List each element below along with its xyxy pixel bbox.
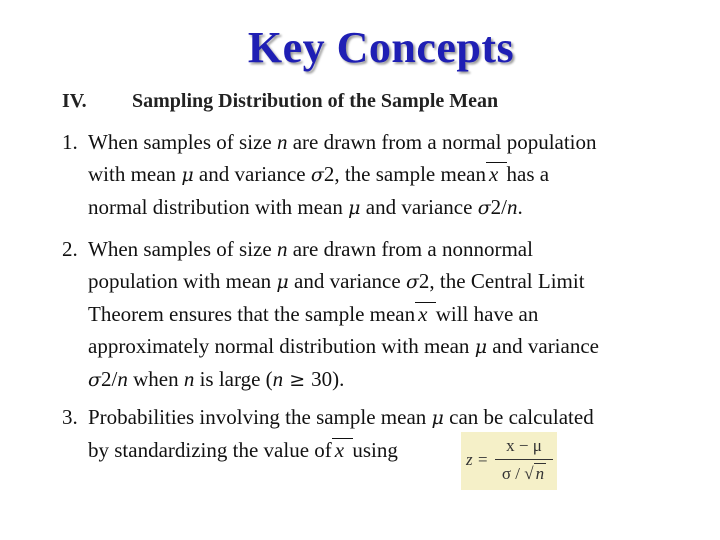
formula-z-label: z =	[466, 450, 489, 469]
item-number: 3.	[62, 405, 78, 429]
formula-numerator: x − μ	[506, 436, 542, 455]
item-number: 2.	[62, 237, 78, 261]
text-line: normal distribution with mean μ and variance σ2/n.	[88, 195, 523, 219]
concept-item-2	[62, 233, 702, 396]
section-number: IV.	[62, 90, 87, 112]
text-line: When samples of size n are drawn from a normal population	[88, 130, 597, 154]
mu-symbol: μ	[348, 197, 361, 219]
slide-title: Key Concepts	[247, 23, 515, 72]
x-bar-symbol: x	[486, 158, 501, 190]
item-text	[88, 233, 702, 396]
sigma-symbol: σ	[310, 164, 324, 186]
sigma-symbol: σ	[477, 197, 491, 219]
section-title: Sampling Distribution of the Sample Mean	[132, 90, 499, 112]
mu-symbol: μ	[431, 407, 444, 429]
sigma-symbol: σ	[88, 369, 101, 391]
concept-item-1	[62, 126, 702, 224]
text-line: When samples of size n are drawn from a nonnormal	[88, 237, 533, 261]
text-line: with mean μ and variance σ2, the sample mean x has a	[88, 158, 702, 191]
fraction-bar	[495, 459, 553, 460]
mu-symbol: μ	[181, 164, 194, 186]
z-score-formula	[461, 432, 557, 490]
text-line: Probabilities involving the sample mean μ can be calculated	[88, 405, 594, 429]
sqrt-icon: √	[524, 464, 534, 483]
item-number: 1.	[62, 130, 78, 154]
mu-symbol: μ	[474, 336, 488, 358]
sigma-symbol: σ	[405, 271, 419, 293]
item-text	[88, 401, 702, 466]
text-line: by standardizing the value of x using	[88, 434, 702, 466]
text-line: Theorem ensures that the sample mean x will have an	[88, 298, 702, 330]
formula-fraction	[495, 434, 553, 487]
x-bar-symbol: x	[415, 298, 430, 330]
mu-symbol: μ	[276, 271, 289, 293]
section-heading	[62, 90, 498, 113]
formula-denominator: σ / √ n	[501, 464, 545, 483]
concept-item-3	[62, 401, 702, 466]
x-bar-symbol: x	[332, 434, 347, 466]
geq-symbol: ≥	[283, 369, 312, 391]
text-line: σ2/n when n is large (n ≥ 30).	[88, 367, 345, 391]
text-line: population with mean μ and variance σ2, the Central Limit	[88, 269, 585, 293]
item-text	[88, 126, 702, 224]
text-line: approximately normal distribution with mean μ and variance	[88, 334, 599, 358]
